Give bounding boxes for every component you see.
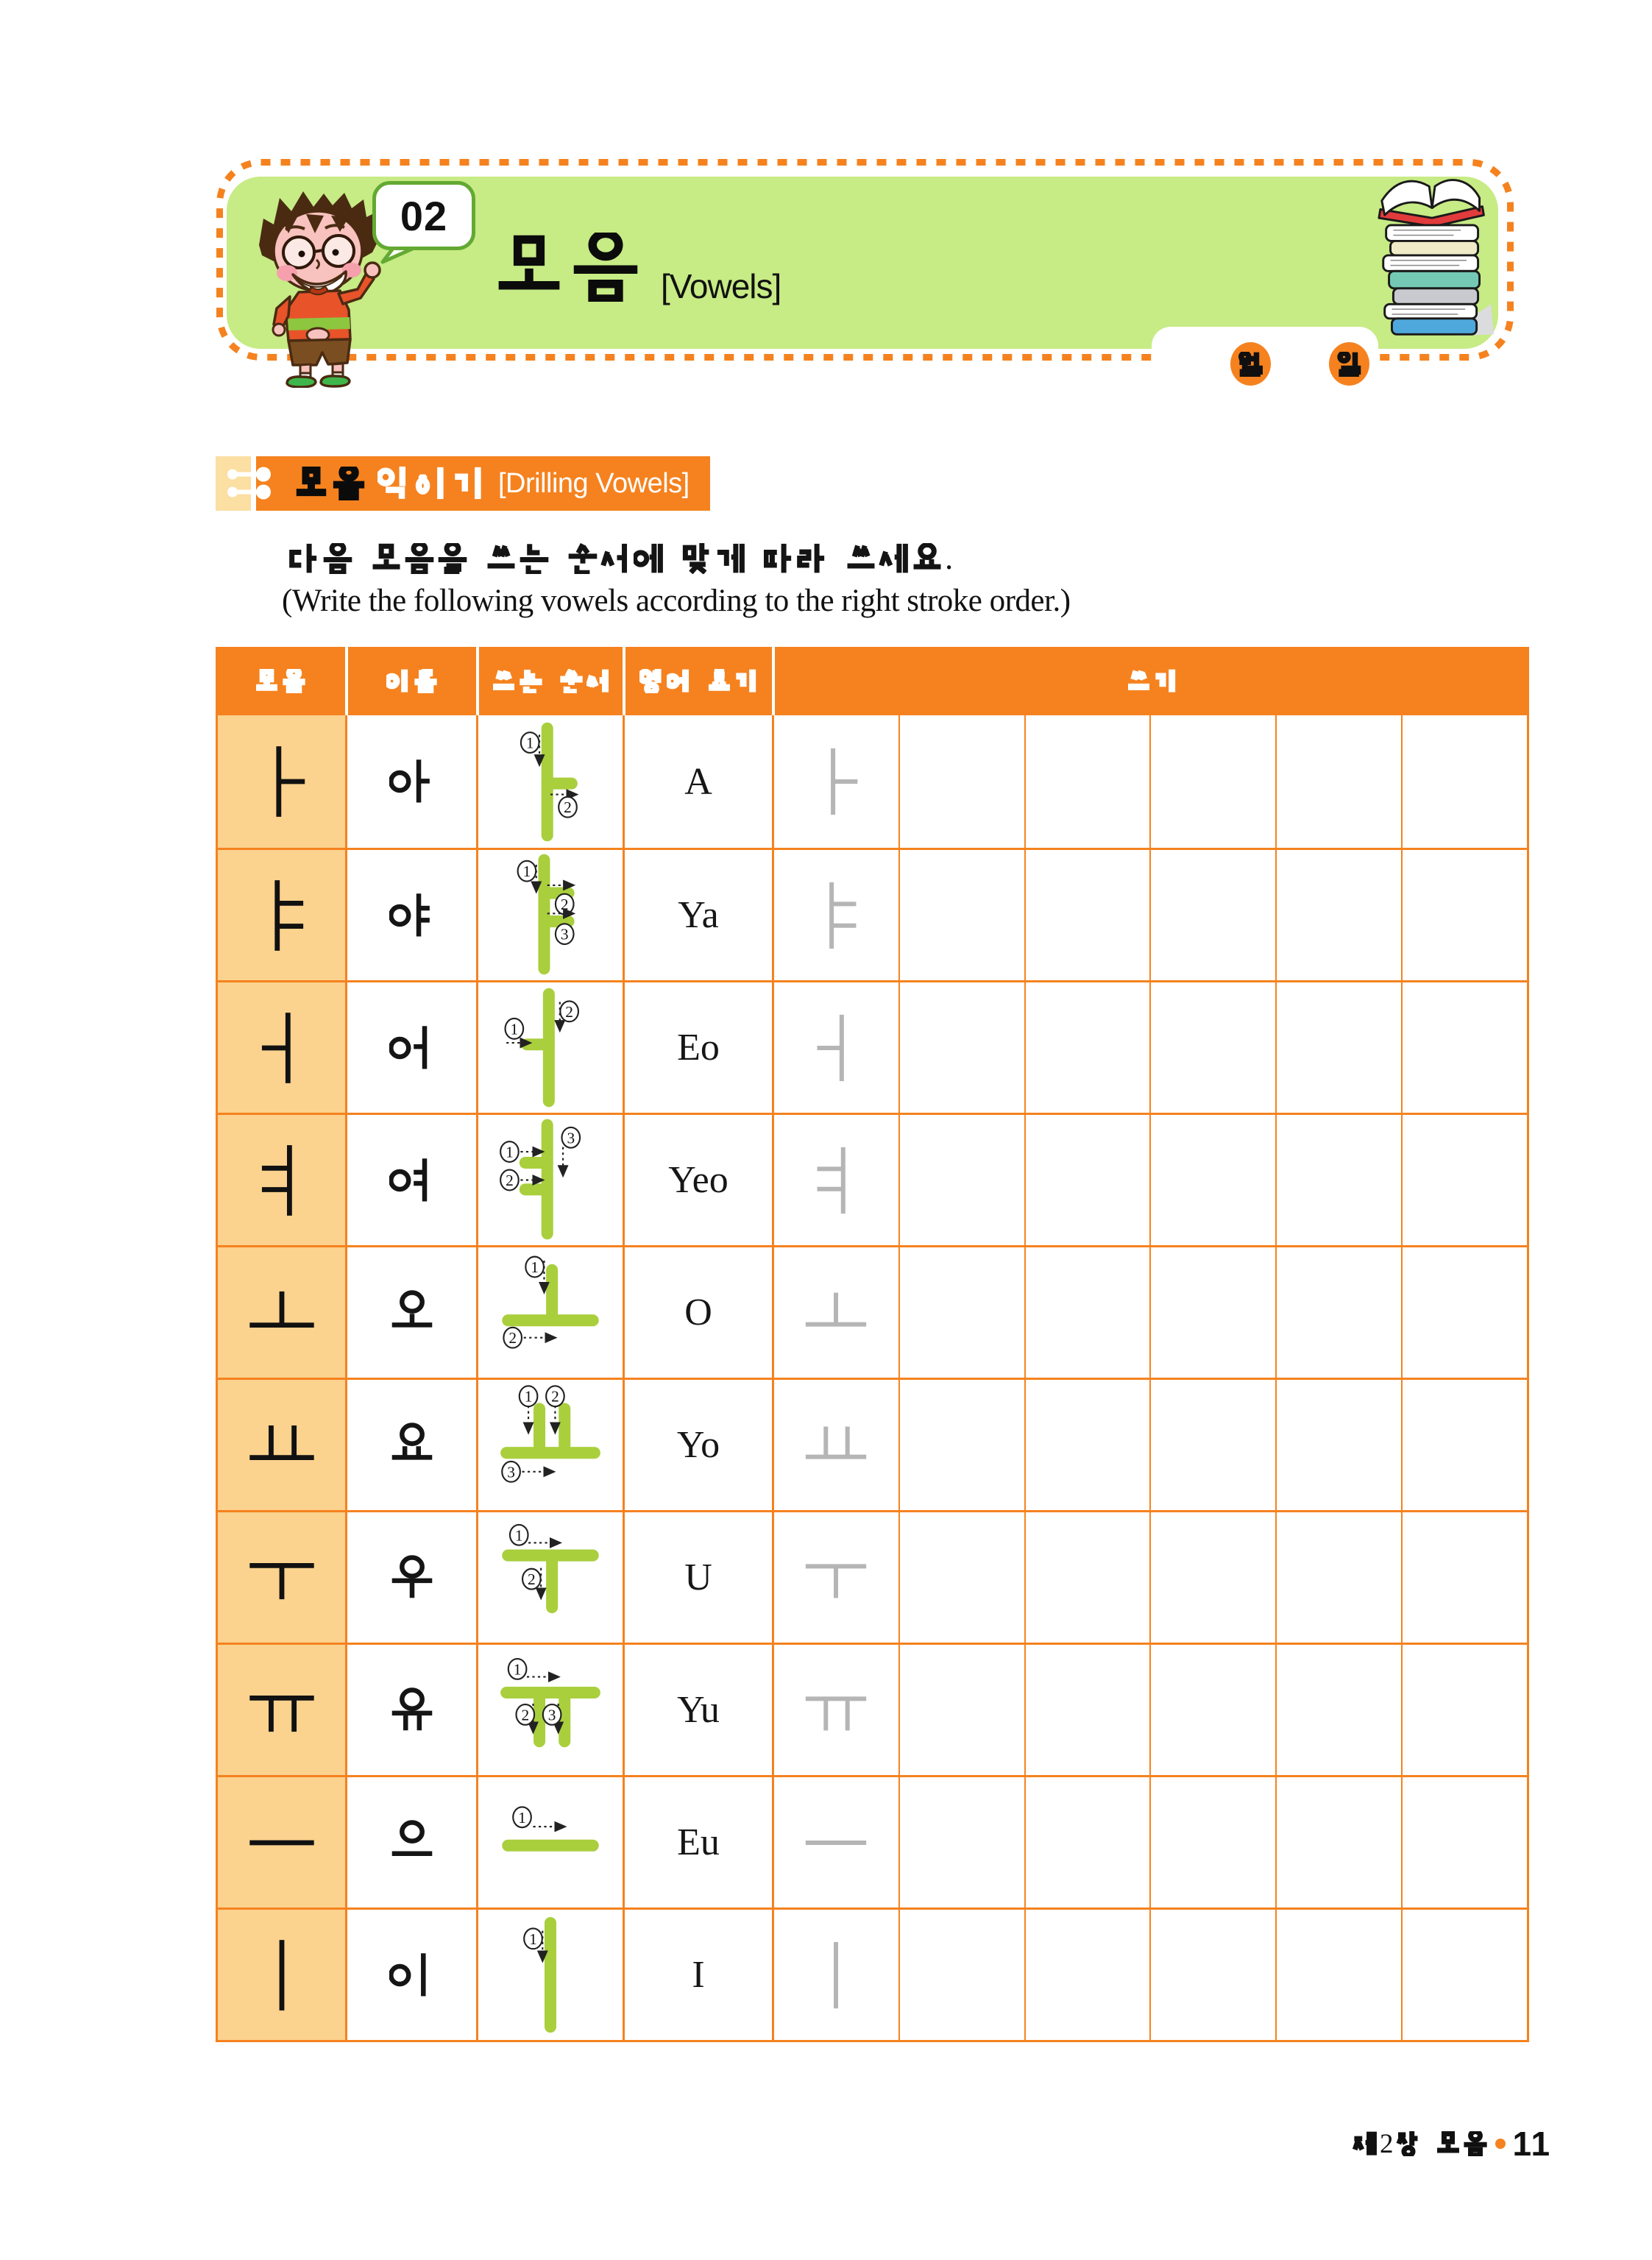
boy-fist bbox=[365, 263, 380, 277]
day-label bbox=[1337, 352, 1362, 377]
svg-text:1: 1 bbox=[518, 1808, 526, 1827]
svg-text:1: 1 bbox=[514, 1526, 523, 1545]
column-header-vowel bbox=[216, 647, 345, 715]
svg-text:2: 2 bbox=[506, 1171, 514, 1189]
trace-cell bbox=[772, 1777, 898, 1907]
practice-cell bbox=[1149, 1777, 1275, 1907]
practice-cell bbox=[1149, 850, 1275, 980]
english-cell: Eu bbox=[623, 1777, 772, 1907]
hangul-glyph bbox=[846, 543, 876, 574]
practice-cell bbox=[1275, 715, 1401, 848]
hangul-glyph bbox=[571, 233, 640, 302]
hangul-glyph bbox=[797, 543, 828, 574]
writing-cells bbox=[772, 1777, 1527, 1907]
page-title-en: [Vowels] bbox=[661, 267, 781, 305]
boy-eye bbox=[299, 251, 305, 258]
hangul-glyph bbox=[707, 669, 731, 693]
month-circle bbox=[1230, 342, 1271, 386]
footer-dot bbox=[1495, 2139, 1506, 2149]
english-cell: A bbox=[623, 715, 772, 848]
practice-cell bbox=[1401, 1380, 1527, 1510]
practice-cell bbox=[1149, 1115, 1275, 1245]
svg-text:1: 1 bbox=[510, 1020, 519, 1038]
text-char: . bbox=[945, 539, 954, 576]
vowel-cell bbox=[218, 850, 345, 980]
practice-cell bbox=[1401, 1115, 1527, 1245]
hangul-glyph bbox=[414, 669, 438, 693]
open-book-page bbox=[1432, 180, 1479, 211]
table-body bbox=[216, 715, 1529, 2042]
vowel-cell bbox=[218, 1380, 345, 1510]
stroke-order-cell bbox=[476, 1512, 623, 1643]
name-cell bbox=[345, 1910, 476, 2040]
practice-cell bbox=[1275, 982, 1401, 1113]
svg-text:2: 2 bbox=[521, 1706, 530, 1724]
footer-chapter bbox=[1353, 2130, 1488, 2158]
writing-cells bbox=[772, 1910, 1527, 2040]
practice-cell bbox=[898, 1247, 1024, 1378]
hangul-glyph bbox=[764, 543, 795, 574]
practice-cell bbox=[1275, 1777, 1401, 1907]
hangul-glyph bbox=[415, 467, 449, 500]
svg-text:1: 1 bbox=[522, 862, 531, 881]
english-cell: U bbox=[623, 1512, 772, 1643]
svg-text:1: 1 bbox=[529, 1930, 537, 1948]
table-row bbox=[218, 1643, 1527, 1775]
stroke-order-cell bbox=[476, 850, 623, 980]
book bbox=[1385, 304, 1477, 319]
table-row bbox=[218, 1378, 1527, 1510]
svg-text:1: 1 bbox=[524, 1387, 533, 1406]
hangul-glyph bbox=[486, 543, 517, 574]
practice-cell bbox=[1401, 850, 1527, 980]
practice-cell bbox=[1275, 1910, 1401, 2040]
hangul-glyph bbox=[294, 467, 328, 500]
hangul-glyph bbox=[437, 543, 468, 574]
hangul-glyph bbox=[519, 669, 543, 693]
stroke-order-cell bbox=[476, 1115, 623, 1245]
name-cell bbox=[345, 715, 476, 848]
boy-shoe bbox=[287, 377, 316, 387]
vowel-cell bbox=[218, 982, 345, 1113]
book bbox=[1391, 241, 1478, 255]
stroke-order-cell bbox=[476, 715, 623, 848]
day-circle bbox=[1329, 342, 1369, 386]
practice-cell bbox=[1275, 1380, 1401, 1510]
hangul-glyph bbox=[386, 669, 411, 693]
section-title-en: [Drilling Vowels] bbox=[498, 467, 689, 499]
stroke-order-cell bbox=[476, 1247, 623, 1378]
practice-cell bbox=[1149, 1645, 1275, 1775]
section-bar bbox=[256, 456, 710, 511]
hangul-glyph bbox=[715, 543, 746, 574]
writing-cells bbox=[772, 982, 1527, 1113]
practice-cell bbox=[1024, 715, 1150, 848]
practice-cell bbox=[1149, 1247, 1275, 1378]
name-cell bbox=[345, 1512, 476, 1643]
table-row bbox=[218, 715, 1527, 848]
hangul-glyph bbox=[322, 543, 353, 574]
writing-cells bbox=[772, 1380, 1527, 1510]
practice-cell bbox=[1024, 982, 1150, 1113]
practice-cell bbox=[898, 850, 1024, 980]
practice-cell bbox=[1401, 1512, 1527, 1643]
practice-cell bbox=[1275, 850, 1401, 980]
section-title-ko-primary bbox=[294, 467, 366, 500]
trace-cell bbox=[772, 1247, 898, 1378]
svg-text:3: 3 bbox=[567, 1129, 575, 1147]
practice-cell bbox=[1024, 1910, 1150, 2040]
hangul-glyph bbox=[559, 669, 584, 693]
column-header-write bbox=[772, 647, 1529, 715]
writing-cells bbox=[772, 1247, 1527, 1378]
boy-leg bbox=[300, 364, 311, 373]
hangul-glyph bbox=[879, 543, 910, 574]
chapter-badge-bubble bbox=[372, 181, 475, 250]
link-icon bbox=[221, 465, 280, 500]
column-header-order bbox=[476, 647, 623, 715]
table-row bbox=[218, 1510, 1527, 1643]
hangul-glyph bbox=[567, 543, 598, 574]
instruction-en: (Write the following vowels according to the right stroke order.) bbox=[282, 584, 1071, 618]
boy-leg bbox=[333, 364, 343, 372]
hangul-glyph bbox=[289, 543, 320, 574]
practice-cell bbox=[1275, 1247, 1401, 1378]
book bbox=[1392, 319, 1476, 334]
glasses-bridge bbox=[314, 250, 323, 252]
writing-cells bbox=[772, 1115, 1527, 1245]
vowel-cell bbox=[218, 1115, 345, 1245]
vowel-cell bbox=[218, 1777, 345, 1907]
hangul-glyph bbox=[1436, 2131, 1461, 2156]
practice-cell bbox=[1149, 1512, 1275, 1643]
svg-text:1: 1 bbox=[531, 1258, 539, 1276]
page-title bbox=[494, 233, 640, 302]
hangul-glyph bbox=[282, 669, 306, 693]
name-cell bbox=[345, 1247, 476, 1378]
trace-cell bbox=[772, 982, 898, 1113]
hangul-glyph bbox=[1463, 2131, 1488, 2156]
stroke-order-cell bbox=[476, 1777, 623, 1907]
svg-text:3: 3 bbox=[560, 925, 569, 943]
hangul-glyph bbox=[682, 543, 713, 574]
table-row bbox=[218, 1245, 1527, 1378]
books-illustration bbox=[1375, 163, 1497, 343]
svg-text:2: 2 bbox=[551, 1387, 559, 1406]
hangul-glyph bbox=[371, 543, 402, 574]
svg-text:2: 2 bbox=[565, 1002, 573, 1021]
trace-cell bbox=[772, 1645, 898, 1775]
english-cell: Yu bbox=[623, 1645, 772, 1775]
trace-cell bbox=[772, 715, 898, 848]
boy-shorts bbox=[288, 339, 350, 365]
boy-illustration bbox=[243, 188, 390, 388]
name-cell bbox=[345, 850, 476, 980]
table-row bbox=[218, 1113, 1527, 1245]
vowel-cell bbox=[218, 1512, 345, 1643]
page-number: 11 bbox=[1512, 2125, 1552, 2163]
svg-text:3: 3 bbox=[507, 1463, 515, 1481]
practice-cell bbox=[1275, 1645, 1401, 1775]
practice-cell bbox=[898, 715, 1024, 848]
hangul-glyph bbox=[332, 467, 366, 500]
practice-cell bbox=[1149, 715, 1275, 848]
hangul-glyph bbox=[634, 543, 664, 574]
book bbox=[1386, 225, 1478, 241]
svg-text:2: 2 bbox=[508, 1329, 517, 1347]
hangul-glyph bbox=[453, 467, 486, 500]
hangul-glyph bbox=[1238, 352, 1263, 377]
hangul-glyph bbox=[734, 669, 759, 693]
practice-cell bbox=[898, 982, 1024, 1113]
hangul-glyph bbox=[912, 543, 943, 574]
name-cell bbox=[345, 1380, 476, 1510]
hangul-glyph bbox=[600, 543, 631, 574]
practice-cell bbox=[1024, 1380, 1150, 1510]
name-cell bbox=[345, 1645, 476, 1775]
english-cell: Yo bbox=[623, 1380, 772, 1510]
english-cell: O bbox=[623, 1247, 772, 1378]
stroke-order-cell bbox=[476, 1910, 623, 2040]
chapter-number: 02 bbox=[400, 192, 448, 239]
trace-cell bbox=[772, 1380, 898, 1510]
practice-cell bbox=[898, 1910, 1024, 2040]
vowel-cell bbox=[218, 715, 345, 848]
hangul-glyph bbox=[1396, 2131, 1421, 2156]
name-cell bbox=[345, 1115, 476, 1245]
practice-cell bbox=[1024, 1247, 1150, 1378]
open-book-page bbox=[1382, 181, 1432, 215]
english-cell: I bbox=[623, 1910, 772, 2040]
table-row bbox=[218, 1775, 1527, 1907]
writing-cells bbox=[772, 850, 1527, 980]
svg-text:1: 1 bbox=[525, 734, 534, 752]
practice-cell bbox=[1149, 1380, 1275, 1510]
table-row bbox=[218, 1907, 1527, 2040]
practice-cell bbox=[1149, 982, 1275, 1113]
boy-hand bbox=[273, 324, 285, 336]
svg-text:2: 2 bbox=[560, 896, 569, 914]
practice-cell bbox=[1401, 1910, 1527, 2040]
hangul-glyph bbox=[404, 543, 435, 574]
stroke-order-cell bbox=[476, 1645, 623, 1775]
practice-cell bbox=[1401, 1247, 1527, 1378]
boy-blush bbox=[277, 265, 297, 281]
vowel-cell bbox=[218, 1247, 345, 1378]
practice-cell bbox=[1401, 1777, 1527, 1907]
hangul-glyph bbox=[1337, 352, 1362, 377]
svg-text:2: 2 bbox=[528, 1570, 536, 1589]
column-header-english bbox=[623, 647, 772, 715]
writing-cells bbox=[772, 715, 1527, 848]
svg-text:2: 2 bbox=[564, 798, 572, 816]
name-cell bbox=[345, 982, 476, 1113]
english-cell: Yeo bbox=[623, 1115, 772, 1245]
practice-cell bbox=[1275, 1115, 1401, 1245]
hangul-glyph bbox=[639, 669, 664, 693]
stroke-order-cell bbox=[476, 1380, 623, 1510]
practice-cell bbox=[1024, 1115, 1150, 1245]
english-cell: Ya bbox=[623, 850, 772, 980]
hangul-glyph bbox=[492, 669, 516, 693]
book bbox=[1389, 271, 1480, 288]
practice-cell bbox=[1149, 1910, 1275, 2040]
instruction-ko bbox=[289, 539, 954, 576]
svg-text:3: 3 bbox=[547, 1706, 556, 1724]
practice-cell bbox=[1401, 982, 1527, 1113]
hangul-glyph bbox=[255, 669, 279, 693]
book-red bbox=[1379, 207, 1483, 227]
practice-cell bbox=[1024, 1645, 1150, 1775]
trace-cell bbox=[772, 1910, 898, 2040]
table-header bbox=[216, 647, 1529, 715]
book bbox=[1393, 288, 1478, 304]
hangul-glyph bbox=[377, 467, 411, 500]
practice-cell bbox=[898, 1380, 1024, 1510]
text-char: 2 bbox=[1380, 2128, 1394, 2159]
vowel-cell bbox=[218, 1910, 345, 2040]
table-row bbox=[218, 980, 1527, 1113]
practice-cell bbox=[1401, 1645, 1527, 1775]
trace-cell bbox=[772, 1512, 898, 1643]
practice-cell bbox=[1024, 1777, 1150, 1907]
practice-cell bbox=[898, 1512, 1024, 1643]
hangul-glyph bbox=[1154, 669, 1178, 693]
practice-cell bbox=[1275, 1512, 1401, 1643]
english-cell: Eo bbox=[623, 982, 772, 1113]
practice-cell bbox=[1024, 850, 1150, 980]
hangul-glyph bbox=[1353, 2131, 1378, 2156]
book bbox=[1383, 255, 1478, 271]
svg-text:1: 1 bbox=[513, 1660, 522, 1679]
hangul-glyph bbox=[667, 669, 691, 693]
trace-cell bbox=[772, 1115, 898, 1245]
section-title-ko-secondary bbox=[377, 467, 486, 500]
practice-cell bbox=[898, 1645, 1024, 1775]
svg-text:1: 1 bbox=[506, 1143, 514, 1161]
writing-cells bbox=[772, 1645, 1527, 1775]
boy-eye bbox=[333, 249, 339, 256]
page-footer bbox=[1353, 2124, 1551, 2164]
writing-cells bbox=[772, 1512, 1527, 1643]
practice-cell bbox=[898, 1115, 1024, 1245]
hangul-glyph bbox=[1127, 669, 1151, 693]
practice-cell bbox=[898, 1777, 1024, 1907]
column-header-name bbox=[345, 647, 476, 715]
hangul-glyph bbox=[519, 543, 550, 574]
hangul-glyph bbox=[494, 233, 564, 302]
trace-cell bbox=[772, 850, 898, 980]
practice-cell bbox=[1401, 715, 1527, 848]
vowel-table bbox=[216, 647, 1529, 2042]
practice-cell bbox=[1024, 1512, 1150, 1643]
table-row bbox=[218, 848, 1527, 980]
month-label bbox=[1238, 352, 1263, 377]
vowel-cell bbox=[218, 1645, 345, 1775]
boy-shoe bbox=[321, 376, 350, 386]
hangul-glyph bbox=[586, 669, 611, 693]
stroke-order-cell bbox=[476, 982, 623, 1113]
name-cell bbox=[345, 1777, 476, 1907]
